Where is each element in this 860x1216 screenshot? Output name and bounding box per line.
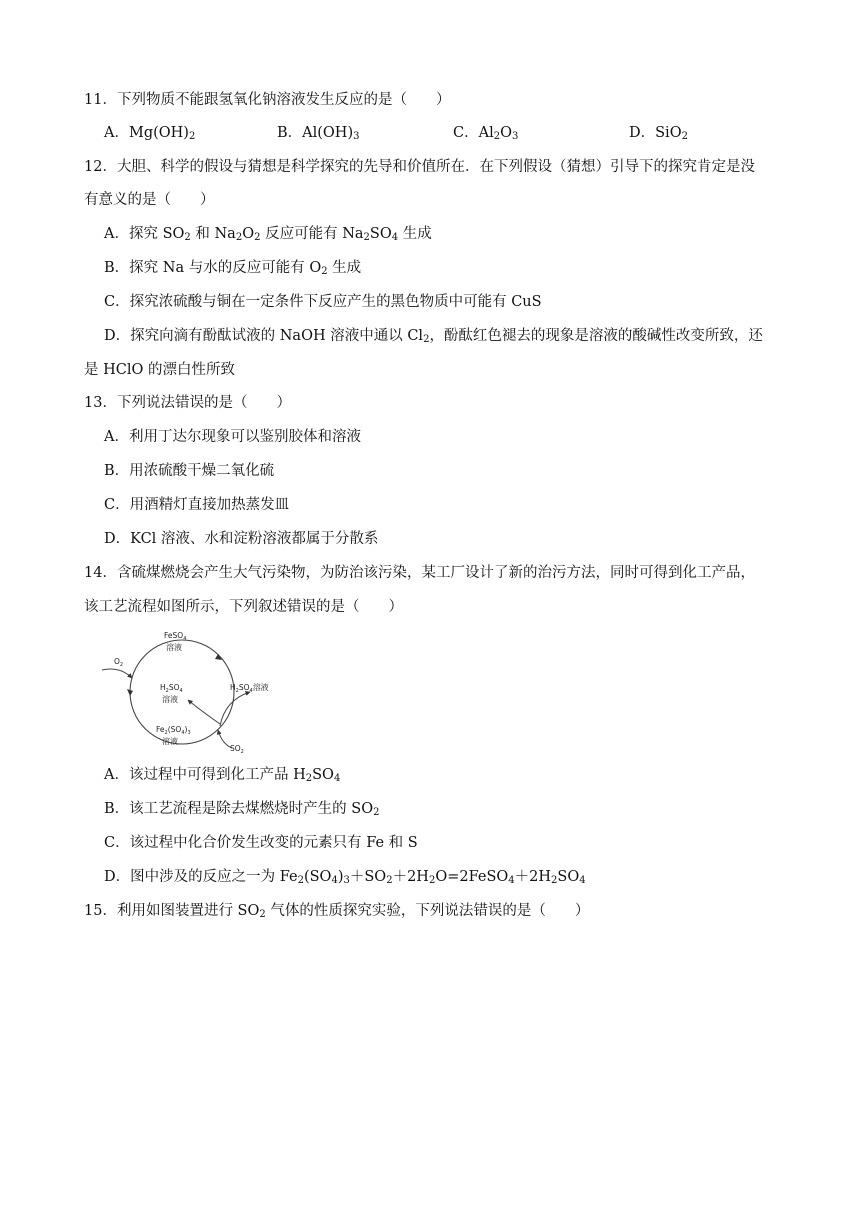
q13-stem: 13．下列说法错误的是（ ） <box>84 395 291 411</box>
q12-option-a: A．探究 $SO_2$ 和 $Na_2O_2$ 反应可能有 $Na_2SO_4$ 生成 <box>104 226 432 243</box>
cycle-arrow-left <box>127 689 133 696</box>
q14-stem-line1: 14．含硫煤燃烧会产生大气污染物，为防治该污染，某工厂设计了新的治污方法，同时可得到化工产品， <box>84 565 755 581</box>
q11-option-c: C．$Al_2O_3$ <box>453 125 519 142</box>
q14-option-b: B．该工艺流程是除去煤燃烧时产生的 $SO_2$ <box>104 801 380 818</box>
q12-stem-line2: 有意义的是（ ） <box>84 192 215 208</box>
q11-option-b: B．$Al(OH)_3$ <box>277 125 360 142</box>
process-flow-diagram <box>100 630 300 754</box>
q11-option-d: D．SiO$_2$ <box>629 125 688 142</box>
q12-option-b: B．探究 Na 与水的反应可能有 $O_2$ 生成 <box>104 260 362 277</box>
h2so4-outlet-arrow <box>220 692 250 726</box>
q12-stem-line1: 12．大胆、科学的假设与猜想是科学探究的先导和价值所在．在下列假设（猜想）引导下的探究肯定是没 <box>84 159 755 175</box>
q15-stem: 15．利用如图装置进行 $SO_2$ 气体的性质探究实验，下列说法错误的是（ ） <box>84 903 590 920</box>
q12-option-d-line2: 是 HClO 的漂白性所致 <box>84 362 235 378</box>
inner-recycle-arrow <box>188 700 220 724</box>
q14-option-c: C．该过程中化合价发生改变的元素只有 Fe 和 S <box>104 835 418 851</box>
q11-options <box>0 123 860 143</box>
q13-option-c: C．用酒精灯直接加热蒸发皿 <box>104 497 290 513</box>
q13-option-a: A．利用丁达尔现象可以鉴别胶体和溶液 <box>104 429 361 445</box>
so2-label: $SO_2$ <box>230 744 244 754</box>
fe2so43-solution-label: 溶液 <box>162 737 178 746</box>
feso4-solution-label: 溶液 <box>166 643 182 652</box>
q14-stem-line2: 该工艺流程如图所示，下列叙述错误的是（ ） <box>84 599 403 615</box>
q14-option-a: A．该过程中可得到化工产品 $H_2SO_4$ <box>104 767 341 784</box>
q14-option-d: D．图中涉及的反应之一为 $Fe_2(SO_4)_3+SO_2+2H_2O=2FeSO_4+2H_2SO_4$ <box>104 869 586 886</box>
q13-option-d: D．KCl 溶液、水和淀粉溶液都属于分散系 <box>104 531 379 547</box>
h2so4-inner-solution-label: 溶液 <box>162 695 178 704</box>
o2-label: $O_2$ <box>114 657 124 668</box>
feso4-label: FeSO$_4$ <box>164 631 187 642</box>
fe2so43-label: $Fe_2(SO_4)_3$ <box>156 725 191 736</box>
q11-option-a: A．$Mg(OH)_2$ <box>104 125 196 142</box>
h2so4-outlet-label: $H_2SO_4$溶液 <box>230 683 269 694</box>
q12-option-d-line1: D．探究向滴有酚酞试液的 NaOH 溶液中通以 $Cl_2$，酚酞红色褪去的现象是溶液的酸碱性改变所致，还 <box>104 328 763 345</box>
q13-option-b: B．用浓硫酸干燥二氧化硫 <box>104 463 275 479</box>
q11-stem: 11．下列物质不能跟氢氧化钠溶液发生反应的是（ ） <box>84 92 451 108</box>
q12-option-c: C．探究浓硫酸与铜在一定条件下反应产生的黑色物质中可能有 CuS <box>104 294 542 310</box>
h2so4-inner-label: $H_2SO_4$ <box>160 683 183 694</box>
o2-inlet-arrow <box>102 669 132 678</box>
